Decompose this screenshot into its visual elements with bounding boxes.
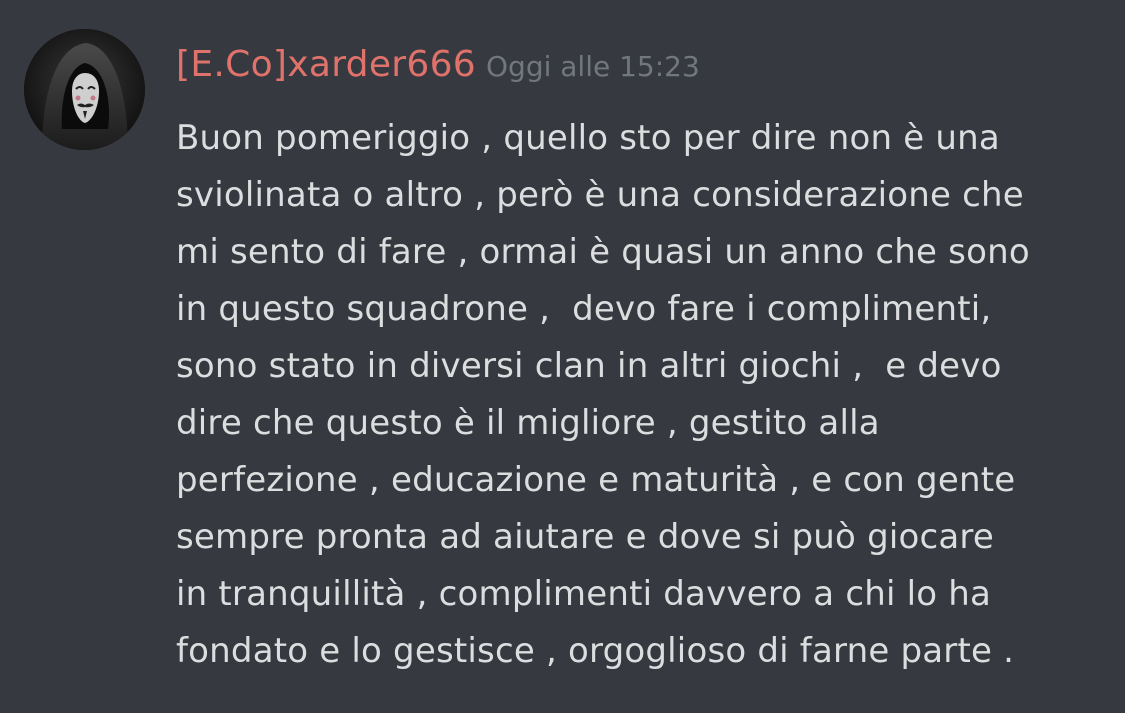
message-header	[176, 44, 700, 85]
message-line: Buon pomeriggio , quello sto per dire non è una	[176, 118, 1000, 158]
message-line: mi sento di fare , ormai è quasi un anno che sono	[176, 232, 1030, 272]
author-name[interactable]: [E.Co]xarder666	[176, 44, 476, 85]
avatar[interactable]	[24, 29, 145, 150]
message-line: fondato e lo gestisce , orgoglioso di farne parte .	[176, 631, 1015, 671]
message-line: sempre pronta ad aiutare e dove si può giocare	[176, 517, 994, 557]
message-line: in tranquillità , complimenti davvero a chi lo ha	[176, 574, 992, 614]
hooded-mask-avatar-icon	[24, 29, 145, 150]
message-content	[176, 110, 1106, 680]
message-line: sono stato in diversi clan in altri giochi , e devo	[176, 346, 1002, 386]
message-timestamp: Oggi alle 15:23	[486, 50, 700, 83]
message-line: dire che questo è il migliore , gestito alla	[176, 403, 880, 443]
message-line: in questo squadrone , devo fare i complimenti,	[176, 289, 992, 329]
message-line: sviolinata o altro , però è una considerazione che	[176, 175, 1024, 215]
message-line: perfezione , educazione e maturità , e con gente	[176, 460, 1016, 500]
